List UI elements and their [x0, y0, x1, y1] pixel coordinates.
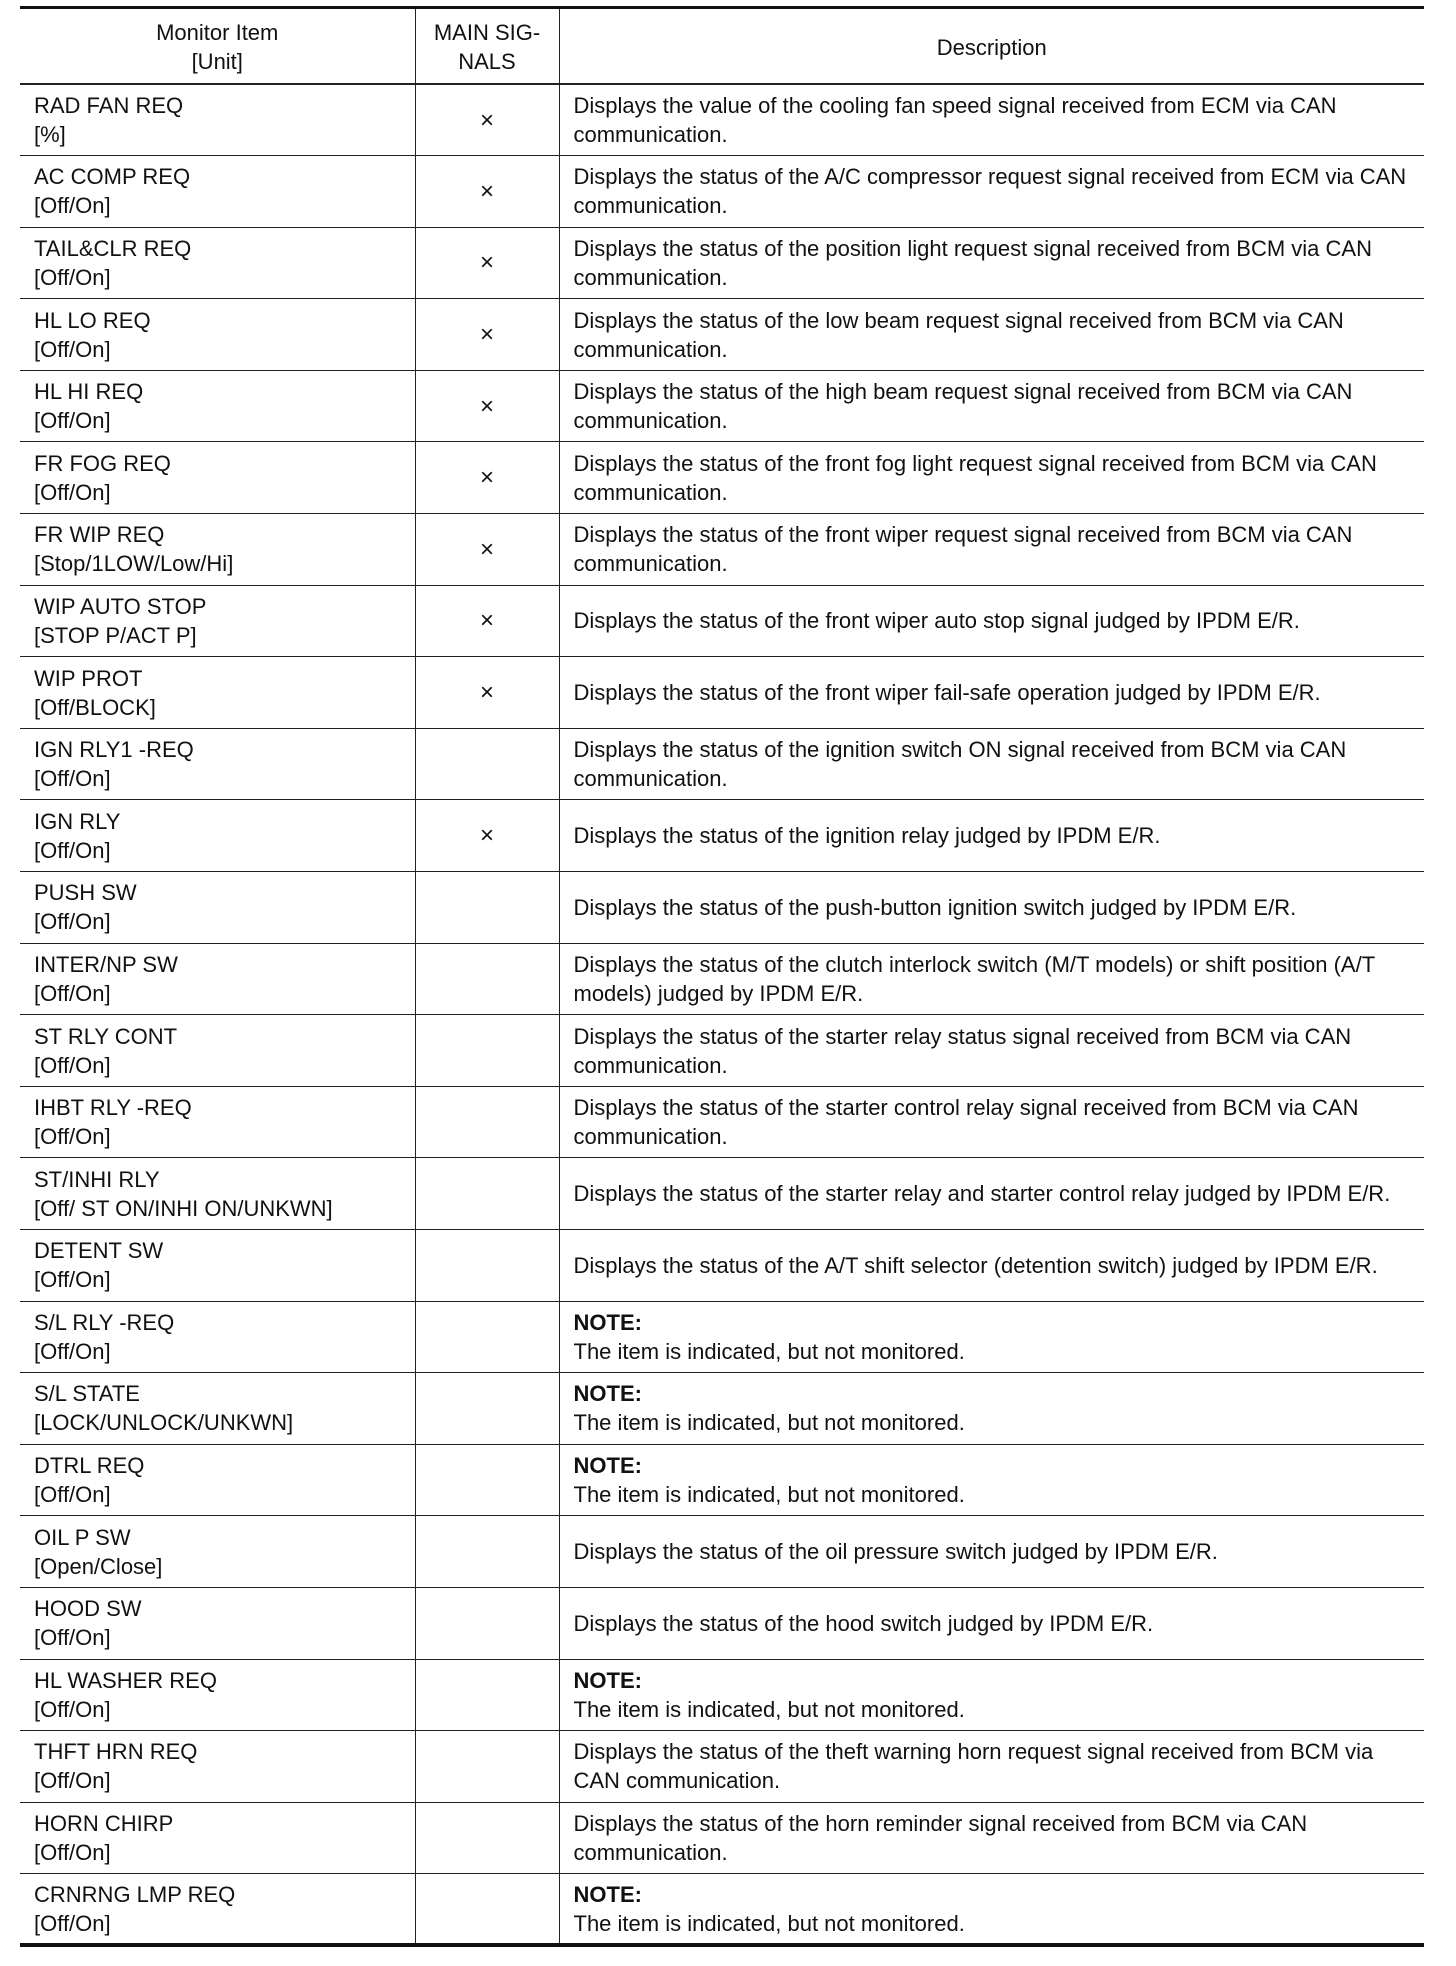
monitor-item-name: S/L STATE [34, 1381, 140, 1407]
monitor-item-name: HL HI REQ [34, 379, 144, 405]
main-signal-cell [415, 227, 559, 299]
main-signal-cell [415, 1301, 559, 1373]
monitor-item-unit: [Off/On] [34, 766, 111, 792]
description-text: Displays the status of the theft warning horn request signal received from BCM via CAN communication. [573, 1739, 1374, 1794]
monitor-item-name: HL LO REQ [34, 307, 151, 333]
description-cell [559, 800, 1424, 872]
description-text: The item is indicated, but not monitored. [573, 1910, 965, 1936]
monitor-item-cell [20, 943, 415, 1015]
table-row [20, 1158, 1424, 1230]
main-signal-cell [415, 1015, 559, 1087]
main-signal-cell [415, 1731, 559, 1803]
monitor-item-cell [20, 1587, 415, 1659]
monitor-item-unit: [Off/On] [34, 909, 111, 935]
main-signal-cell [415, 657, 559, 729]
monitor-item-unit: [Off/On] [34, 479, 111, 505]
monitor-item-unit: [Off/On] [34, 408, 111, 434]
monitor-item-unit: [Off/On] [34, 1625, 111, 1651]
monitor-item-unit: [Off/On] [34, 1338, 111, 1364]
table-row [20, 1444, 1424, 1516]
monitor-item-name: IHBT RLY -REQ [34, 1095, 192, 1121]
description-cell [559, 657, 1424, 729]
note-label: NOTE: [573, 1453, 642, 1479]
main-signal-cell [415, 1802, 559, 1874]
description-cell [559, 872, 1424, 944]
main-signal-cell [415, 1444, 559, 1516]
monitor-item-unit: [Off/On] [34, 1910, 111, 1936]
main-signal-cell [415, 1158, 559, 1230]
table-header-row [20, 8, 1424, 85]
header-main-label-1: MAIN SIG- [433, 20, 541, 45]
header-item-label: Monitor Item [156, 20, 279, 45]
header-monitor-item [20, 8, 415, 85]
header-description [559, 8, 1424, 85]
monitor-item-name: INTER/NP SW [34, 951, 178, 977]
description-cell [559, 1659, 1424, 1731]
main-signal-cell [415, 872, 559, 944]
table-row [20, 227, 1424, 299]
monitor-item-unit: [Off/On] [34, 193, 111, 219]
monitor-item-cell [20, 299, 415, 371]
table-row [20, 657, 1424, 729]
table-row [20, 1731, 1424, 1803]
monitor-item-name: HORN CHIRP [34, 1811, 174, 1837]
monitor-item-cell [20, 585, 415, 657]
main-signal-mark: × [479, 607, 494, 635]
header-unit-label: [Unit] [191, 49, 243, 74]
table-row [20, 84, 1424, 156]
monitor-item-name: WIP PROT [34, 665, 143, 691]
monitor-item-cell [20, 800, 415, 872]
description-cell [559, 1587, 1424, 1659]
description-text: Displays the status of the front wiper fail-safe operation judged by IPDM E/R. [573, 680, 1321, 706]
note-label: NOTE: [573, 1381, 642, 1407]
table-row [20, 442, 1424, 514]
main-signal-cell [415, 370, 559, 442]
monitor-item-name: FR FOG REQ [34, 450, 171, 476]
description-cell [559, 84, 1424, 156]
monitor-item-unit: [Off/On] [34, 980, 111, 1006]
description-text: Displays the status of the ignition relay judged by IPDM E/R. [573, 823, 1161, 849]
monitor-item-unit: [Open/Close] [34, 1553, 163, 1579]
main-signal-cell [415, 800, 559, 872]
main-signal-cell [415, 1659, 559, 1731]
monitor-item-name: ST RLY CONT [34, 1023, 178, 1049]
monitor-item-cell [20, 1301, 415, 1373]
main-signal-mark: × [479, 321, 494, 349]
header-main-signals [415, 8, 559, 85]
monitor-item-unit: [Off/On] [34, 837, 111, 863]
main-signal-cell [415, 1587, 559, 1659]
monitor-item-name: DETENT SW [34, 1238, 164, 1264]
monitor-item-unit: [Stop/1LOW/Low/Hi] [34, 551, 234, 577]
monitor-item-name: THFT HRN REQ [34, 1739, 198, 1765]
table-row [20, 585, 1424, 657]
monitor-item-table [20, 6, 1424, 1947]
main-signal-mark: × [479, 392, 494, 420]
description-text: Displays the status of the front fog light request signal received from BCM via CAN communication. [573, 450, 1377, 505]
main-signal-cell [415, 1874, 559, 1946]
monitor-item-unit: [Off/BLOCK] [34, 694, 156, 720]
main-signal-mark: × [479, 249, 494, 277]
description-cell [559, 1158, 1424, 1230]
description-cell [559, 442, 1424, 514]
monitor-item-cell [20, 514, 415, 586]
table-row [20, 1301, 1424, 1373]
main-signal-cell [415, 728, 559, 800]
monitor-item-unit: [Off/On] [34, 264, 111, 290]
main-signal-cell [415, 442, 559, 514]
table-row [20, 1373, 1424, 1445]
description-text: Displays the status of the front wiper auto stop signal judged by IPDM E/R. [573, 608, 1300, 634]
description-cell [559, 1444, 1424, 1516]
description-text: Displays the status of the low beam request signal received from BCM via CAN communication. [573, 307, 1344, 362]
monitor-item-name: WIP AUTO STOP [34, 593, 207, 619]
main-signal-mark: × [479, 535, 494, 563]
main-signal-mark: × [479, 679, 494, 707]
monitor-item-unit: [Off/On] [34, 1840, 111, 1866]
table-row [20, 1874, 1424, 1946]
monitor-item-cell [20, 1373, 415, 1445]
main-signal-cell [415, 514, 559, 586]
description-text: Displays the status of the starter relay status signal received from BCM via CAN communication. [573, 1023, 1352, 1078]
monitor-item-cell [20, 442, 415, 514]
main-signal-cell [415, 943, 559, 1015]
table-row [20, 299, 1424, 371]
monitor-item-unit: [Off/On] [34, 1052, 111, 1078]
monitor-item-name: TAIL&CLR REQ [34, 235, 192, 261]
monitor-item-unit: [Off/On] [34, 1768, 111, 1794]
table-row [20, 370, 1424, 442]
monitor-item-name: S/L RLY -REQ [34, 1309, 175, 1335]
main-signal-mark: × [479, 177, 494, 205]
description-text: Displays the status of the A/C compressor request signal received from ECM via CAN communication. [573, 164, 1407, 219]
description-text: The item is indicated, but not monitored. [573, 1696, 965, 1722]
description-text: Displays the status of the hood switch judged by IPDM E/R. [573, 1610, 1154, 1636]
description-text: Displays the status of the starter control relay signal received from BCM via CAN communication. [573, 1095, 1359, 1150]
table-row [20, 1659, 1424, 1731]
table-row [20, 872, 1424, 944]
description-text: Displays the status of the ignition switch ON signal received from BCM via CAN communication. [573, 737, 1347, 792]
description-text: Displays the status of the high beam request signal received from BCM via CAN communication. [573, 379, 1353, 434]
description-text: Displays the status of the position light request signal received from BCM via CAN communication. [573, 235, 1372, 290]
description-cell [559, 1230, 1424, 1302]
main-signal-cell [415, 1516, 559, 1588]
main-signal-cell [415, 1230, 559, 1302]
table-row [20, 1516, 1424, 1588]
monitor-item-cell [20, 84, 415, 156]
table-row [20, 1015, 1424, 1087]
description-text: Displays the status of the front wiper request signal received from BCM via CAN communication. [573, 522, 1353, 577]
description-text: Displays the status of the A/T shift selector (detention switch) judged by IPDM E/R. [573, 1252, 1378, 1278]
note-label: NOTE: [573, 1667, 642, 1693]
monitor-item-unit: [LOCK/UNLOCK/UNKWN] [34, 1410, 294, 1436]
main-signal-mark: × [479, 822, 494, 850]
monitor-item-name: CRNRNG LMP REQ [34, 1881, 236, 1907]
description-cell [559, 1731, 1424, 1803]
description-cell [559, 1301, 1424, 1373]
description-cell [559, 585, 1424, 657]
monitor-item-unit: [%] [34, 122, 66, 148]
table-body [20, 84, 1424, 1945]
monitor-item-unit: [Off/On] [34, 1696, 111, 1722]
description-text: Displays the value of the cooling fan speed signal received from ECM via CAN communication. [573, 93, 1337, 148]
monitor-item-name: PUSH SW [34, 880, 137, 906]
description-cell [559, 1874, 1424, 1946]
note-label: NOTE: [573, 1309, 642, 1335]
monitor-item-unit: [Off/On] [34, 336, 111, 362]
monitor-item-name: AC COMP REQ [34, 164, 191, 190]
note-label: NOTE: [573, 1881, 642, 1907]
monitor-item-unit: [Off/ ST ON/INHI ON/UNKWN] [34, 1195, 333, 1221]
monitor-item-cell [20, 1444, 415, 1516]
description-cell [559, 1373, 1424, 1445]
monitor-item-name: HOOD SW [34, 1596, 142, 1622]
monitor-item-cell [20, 227, 415, 299]
monitor-item-name: HL WASHER REQ [34, 1667, 217, 1693]
description-text: Displays the status of the horn reminder signal received from BCM via CAN communication. [573, 1811, 1308, 1866]
monitor-item-cell [20, 1731, 415, 1803]
description-text: Displays the status of the push-button ignition switch judged by IPDM E/R. [573, 894, 1297, 920]
monitor-item-cell [20, 1874, 415, 1946]
description-cell [559, 370, 1424, 442]
main-signal-cell [415, 299, 559, 371]
monitor-item-name: IGN RLY1 -REQ [34, 737, 194, 763]
monitor-item-cell [20, 1802, 415, 1874]
table-row [20, 800, 1424, 872]
monitor-item-name: FR WIP REQ [34, 522, 165, 548]
table-row [20, 1086, 1424, 1158]
description-cell [559, 227, 1424, 299]
monitor-item-cell [20, 1158, 415, 1230]
table-row [20, 156, 1424, 228]
monitor-item-cell [20, 657, 415, 729]
table-row [20, 1587, 1424, 1659]
main-signal-cell [415, 585, 559, 657]
monitor-item-cell [20, 1015, 415, 1087]
monitor-item-name: ST/INHI RLY [34, 1166, 160, 1192]
description-cell [559, 156, 1424, 228]
description-text: The item is indicated, but not monitored. [573, 1410, 965, 1436]
monitor-item-cell [20, 156, 415, 228]
header-description-label: Description [936, 34, 1047, 60]
main-signal-cell [415, 1086, 559, 1158]
monitor-item-name: IGN RLY [34, 808, 121, 834]
description-text: The item is indicated, but not monitored. [573, 1338, 965, 1364]
monitor-item-cell [20, 1086, 415, 1158]
main-signal-cell [415, 156, 559, 228]
monitor-item-name: RAD FAN REQ [34, 93, 184, 119]
monitor-item-unit: [Off/On] [34, 1267, 111, 1293]
table-row [20, 1802, 1424, 1874]
table-row [20, 728, 1424, 800]
monitor-item-unit: [Off/On] [34, 1124, 111, 1150]
monitor-item-cell [20, 872, 415, 944]
description-text: The item is indicated, but not monitored. [573, 1482, 965, 1508]
monitor-item-cell [20, 370, 415, 442]
description-text: Displays the status of the oil pressure switch judged by IPDM E/R. [573, 1539, 1218, 1565]
monitor-item-unit: [Off/On] [34, 1482, 111, 1508]
main-signal-mark: × [479, 106, 494, 134]
monitor-item-unit: [STOP P/ACT P] [34, 622, 197, 648]
monitor-item-cell [20, 728, 415, 800]
description-cell [559, 1086, 1424, 1158]
table-row [20, 1230, 1424, 1302]
monitor-item-cell [20, 1230, 415, 1302]
header-main-label-2: NALS [458, 49, 516, 74]
main-signal-cell [415, 84, 559, 156]
description-text: Displays the status of the starter relay and starter control relay judged by IPDM E/R. [573, 1181, 1391, 1207]
description-cell [559, 1015, 1424, 1087]
description-cell [559, 1516, 1424, 1588]
description-cell [559, 943, 1424, 1015]
description-cell [559, 514, 1424, 586]
description-text: Displays the status of the clutch interlock switch (M/T models) or shift position (A/T models) judged by IPDM E/R. [573, 951, 1375, 1006]
main-signal-cell [415, 1373, 559, 1445]
description-cell [559, 728, 1424, 800]
description-cell [559, 299, 1424, 371]
monitor-item-cell [20, 1516, 415, 1588]
monitor-item-cell [20, 1659, 415, 1731]
table-row [20, 514, 1424, 586]
monitor-item-name: OIL P SW [34, 1524, 131, 1550]
table-row [20, 943, 1424, 1015]
main-signal-mark: × [479, 464, 494, 492]
monitor-item-name: DTRL REQ [34, 1453, 145, 1479]
description-cell [559, 1802, 1424, 1874]
